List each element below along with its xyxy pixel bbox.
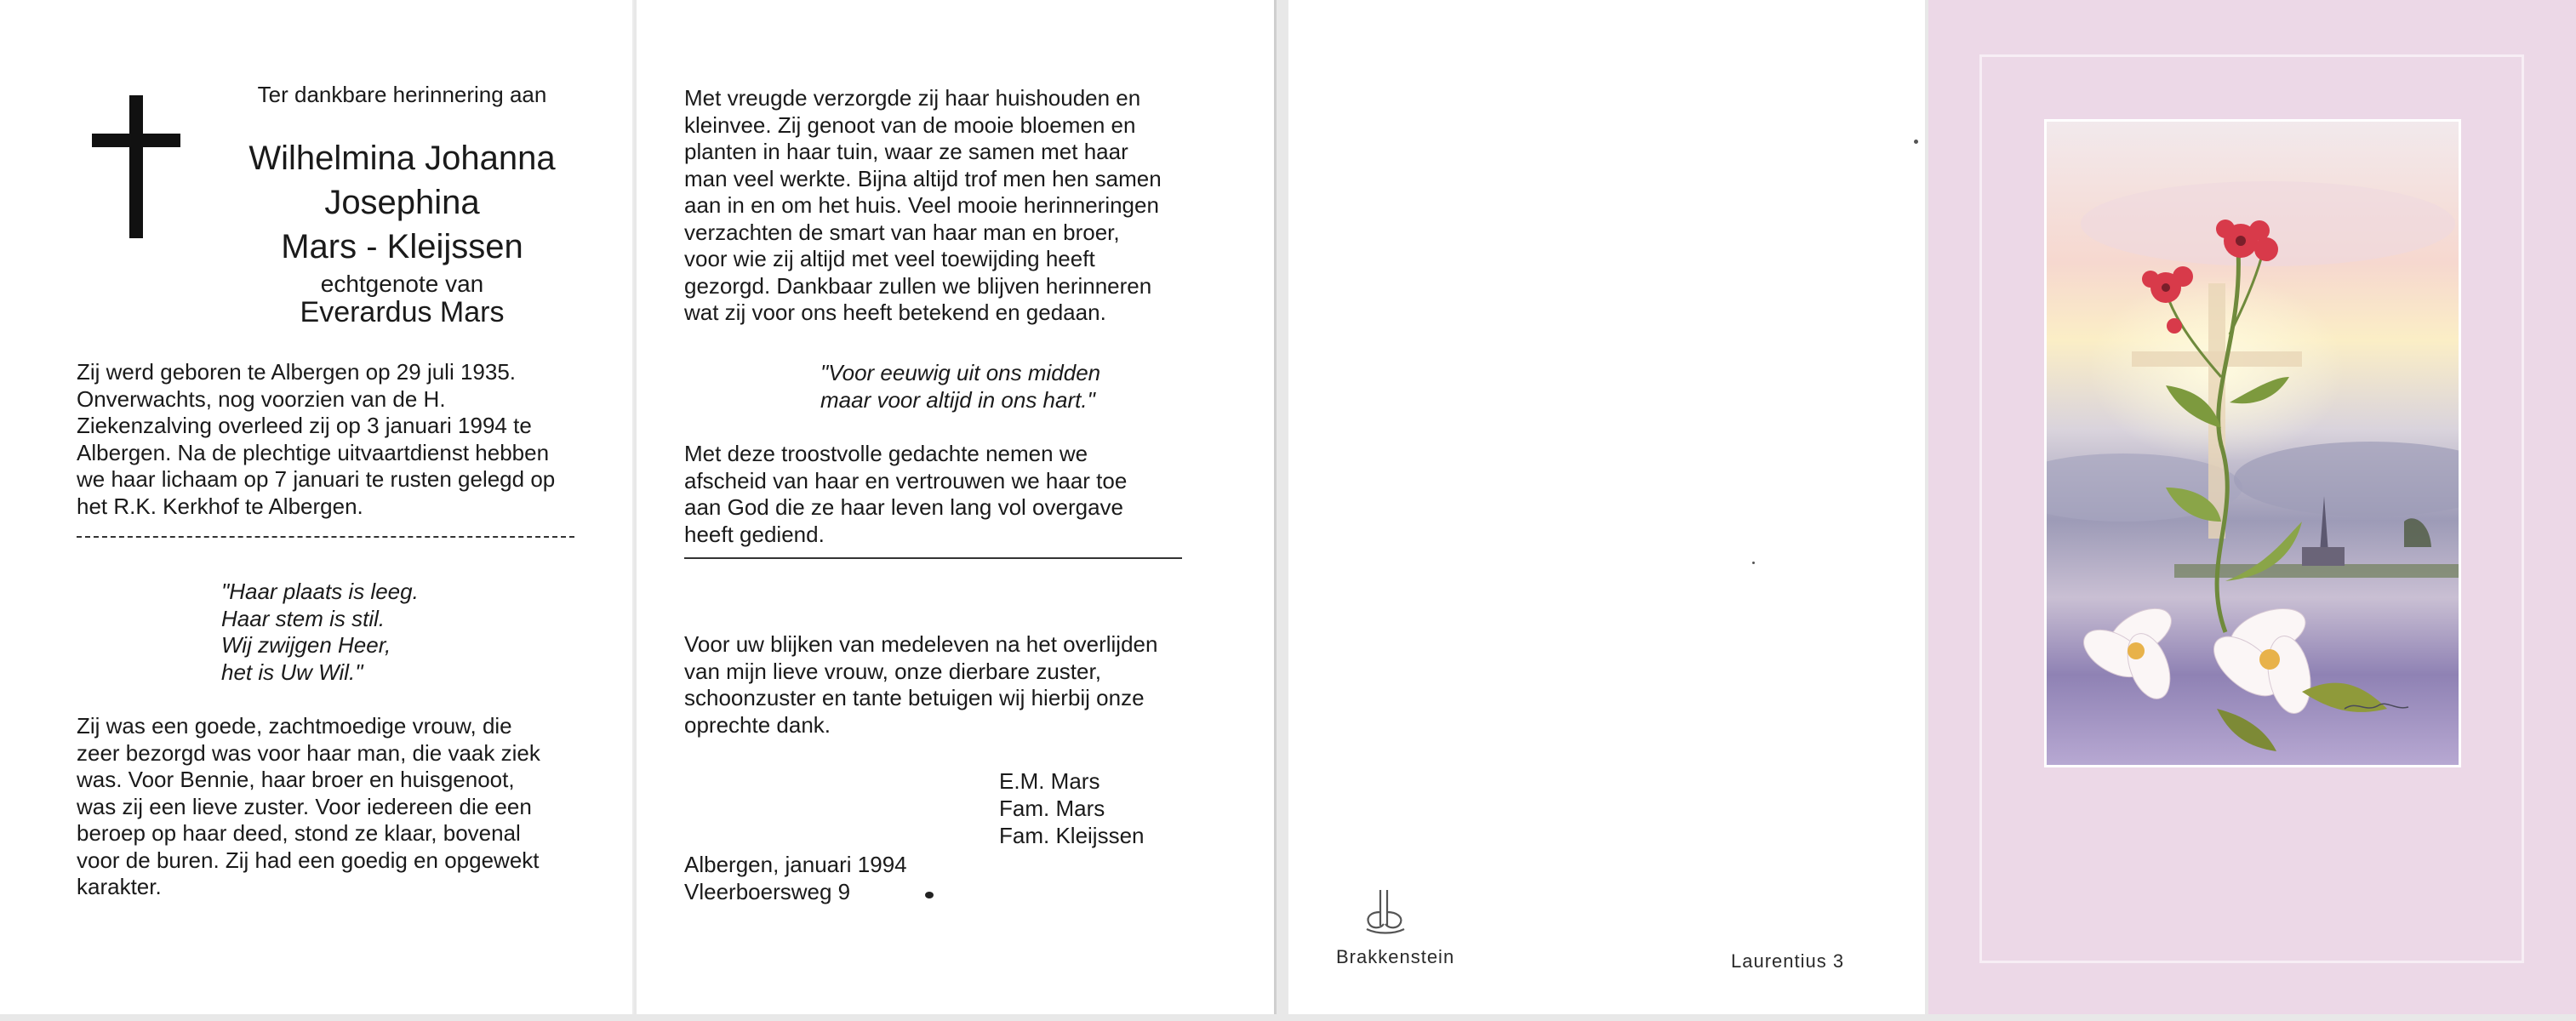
signers-list [999, 767, 1145, 849]
page-2 [637, 0, 1277, 1014]
text-line: heeft gediend. [684, 521, 825, 547]
quote-line: "Haar plaats is leeg. [221, 579, 419, 604]
text-line: Voor uw blijken van medeleven na het overlijden [684, 631, 1158, 657]
text-line: voor wie zij altijd met veel toewijding heeft [684, 246, 1095, 271]
text-line: beroep op haar deed, stond ze klaar, bovenal [77, 820, 521, 846]
divider [684, 557, 1182, 559]
quote-line: het is Uw Wil." [221, 659, 363, 685]
text-line: aan in en om het huis. Veel mooie herinneringen [684, 192, 1159, 218]
farewell-paragraph [684, 441, 1182, 548]
birth-death-paragraph [77, 359, 574, 520]
text-line: Zij werd geboren te Albergen op 29 juli 1935. [77, 359, 517, 385]
spouse-name: Everardus Mars [300, 296, 505, 328]
address: Vleerboersweg 9 [684, 879, 851, 904]
signer: Fam. Kleijssen [999, 823, 1145, 848]
deceased-name-line-1: Wilhelmina Johanna [248, 140, 556, 177]
text-line: planten in haar tuin, waar ze samen met haar [684, 139, 1128, 164]
spouse-label: echtgenote van [320, 271, 484, 297]
text-line: voor de buren. Zij had een goedig en opgewekt [77, 847, 540, 873]
character-paragraph [77, 713, 574, 901]
page-4-picture [1928, 0, 2576, 1014]
brakkenstein-logo-icon [1362, 887, 1409, 936]
text-line: Zij was een goede, zachtmoedige vrouw, die [77, 713, 512, 739]
text-line: gezorgd. Dankbaar zullen we blijven herinneren [684, 272, 1152, 299]
deceased-name-line-3: Mars - Kleijssen [281, 228, 523, 265]
ink-speck [1752, 562, 1755, 564]
series-label: Laurentius 3 [1731, 950, 1845, 972]
text-line: van mijn lieve vrouw, onze dierbare zuster, [684, 658, 1101, 684]
quote-line: Haar stem is stil. [221, 605, 386, 631]
text-line: verzachten de smart van haar man en broer, [684, 219, 1120, 245]
quote-line: maar voor altijd in ons hart." [820, 386, 1095, 413]
text-line: Onverwachts, nog voorzien van de H. [77, 385, 446, 412]
deceased-name-line-2: Josephina [324, 184, 480, 221]
flowers-before-cross-icon [2044, 119, 2461, 767]
text-line: was zij een lieve zuster. Voor iedereen die een [77, 793, 532, 819]
place-and-address [684, 851, 907, 905]
text-line: Albergen. Na de plechtige uitvaartdienst hebben [77, 439, 550, 465]
text-line: man veel werkte. Bijna altijd trof men hen samen [684, 165, 1162, 191]
text-line: Ziekenzalving overleed zij op 3 januari 1994 te [77, 413, 532, 438]
intro-text: Ter dankbare herinnering aan [257, 82, 547, 107]
text-line: oprechte dank. [684, 711, 831, 738]
text-line: schoonzuster en tante betuigen wij hierbij onze [684, 685, 1145, 710]
text-line: wat zij voor ons heeft betekend en gedaan. [684, 299, 1106, 325]
ink-speck [925, 892, 934, 898]
text-line: we haar lichaam op 7 januari te rusten gelegd op [77, 466, 556, 492]
text-line: aan God die ze haar leven lang vol overgave [684, 494, 1124, 520]
text-line: was. Voor Bennie, haar broer en huisgenoot, [77, 767, 515, 792]
text-line: afscheid van haar en vertrouwen we haar toe [684, 467, 1128, 493]
household-paragraph [684, 85, 1182, 327]
divider [77, 536, 574, 538]
quote-line: "Voor eeuwig uit ons midden [820, 360, 1101, 385]
place-date: Albergen, januari 1994 [684, 852, 907, 877]
poem-quote [221, 579, 419, 686]
cross-icon [92, 95, 180, 238]
text-line: het R.K. Kerkhof te Albergen. [77, 493, 363, 519]
page-1 [0, 0, 634, 1014]
text-line: karakter. [77, 874, 162, 899]
page-3 [1288, 0, 1925, 1014]
quote-line: Wij zwijgen Heer, [221, 632, 391, 658]
ink-speck [1914, 140, 1918, 144]
heart-quote [820, 360, 1100, 414]
text-line: Met deze troostvolle gedachte nemen we [684, 441, 1088, 466]
text-line: zeer bezorgd was voor haar man, die vaak ziek [77, 739, 540, 766]
text-line: kleinvee. Zij genoot van de mooie bloemen en [684, 111, 1136, 138]
signer: E.M. Mars [999, 768, 1100, 794]
thanks-paragraph [684, 631, 1182, 739]
text-line: Met vreugde verzorgde zij haar huishouden en [684, 85, 1141, 111]
signer: Fam. Mars [999, 796, 1105, 821]
publisher-name: Brakkenstein [1336, 946, 1455, 967]
